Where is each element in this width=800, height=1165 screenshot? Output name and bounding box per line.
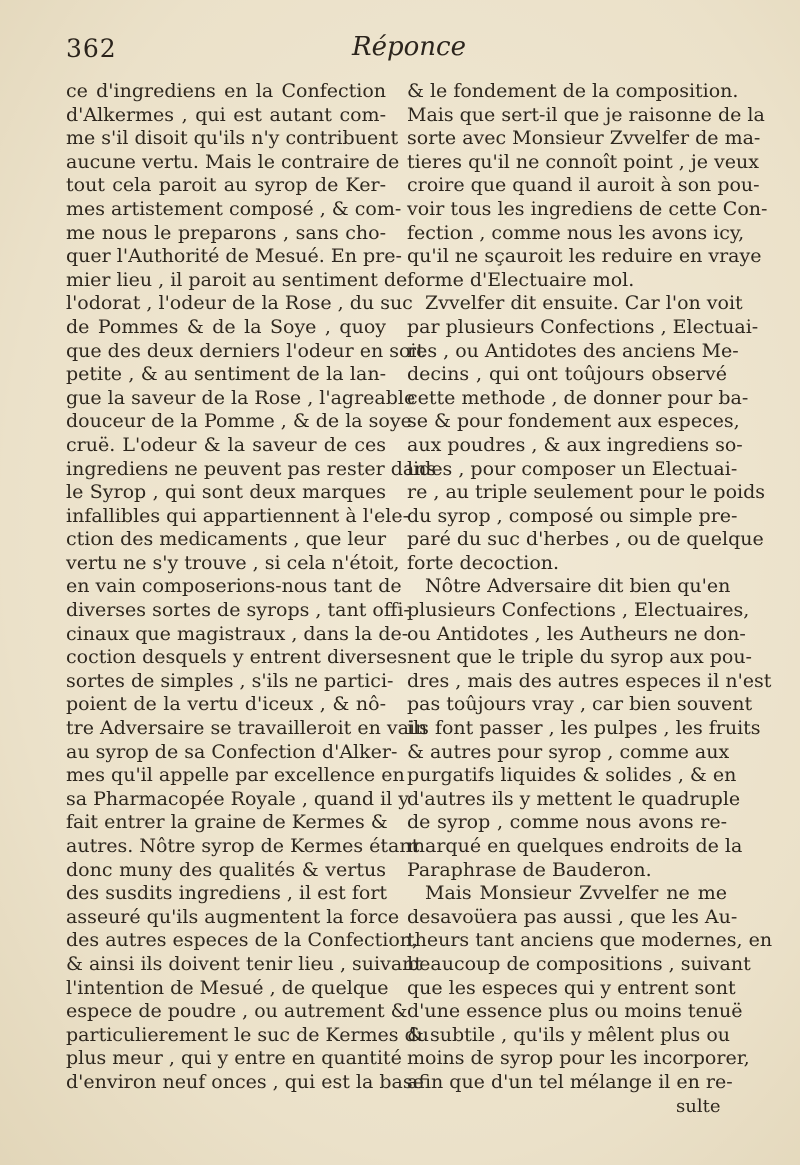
text-line: douceur de la Pomme , & de la soye (66, 410, 412, 433)
text-line: forme d'Electuaire mol. (407, 268, 635, 291)
text-line: sa Pharmacopée Royale , quand il y (66, 787, 410, 810)
text-line: donc muny des qualités & vertus (66, 858, 386, 881)
text-line: mier lieu , il paroit au sentiment de (66, 268, 408, 291)
text-line: d'environ neuf onces , qui est la base (66, 1070, 424, 1093)
text-line: res , ou Antidotes des anciens Me- (407, 339, 739, 362)
page-header (0, 30, 800, 74)
text-line: que les especes qui y entrent sont (407, 976, 736, 999)
text-line: me nous le preparons , sans cho- (66, 221, 386, 244)
text-line: tieres qu'il ne connoît point , je veux (407, 150, 759, 173)
text-line: nent que le triple du syrop aux pou- (407, 646, 752, 669)
text-line: de Pommes & de la Soye , quoy (66, 315, 386, 338)
text-line: d'une essence plus ou moins tenuë (407, 1000, 743, 1023)
text-line: autres. Nôtre syrop de Kermes étant (66, 835, 420, 857)
text-line: pas toûjours vray , car bien souvent (407, 693, 753, 716)
text-line: Nôtre Adversaire dit bien qu'en (425, 575, 731, 598)
text-line: se & pour fondement aux especes, (407, 410, 740, 433)
text-line: tre Adversaire se travailleroit en vain (66, 717, 428, 740)
text-line: mes qu'il appelle par excellence en (66, 764, 405, 787)
text-line: des susdits ingrediens , il est fort (66, 882, 388, 905)
text-line: d'Alkermes , qui est autant com- (66, 103, 386, 126)
text-line: moins de syrop pour les incorporer, (407, 1047, 750, 1070)
text-line: Mais que sert-il que je raisonne de la (407, 103, 765, 126)
text-line: re , au triple seulement pour le poids (407, 481, 766, 504)
text-line: ou Antidotes , les Autheurs ne don- (407, 622, 746, 645)
text-line: sortes de simples , s'ils ne partici- (66, 669, 394, 692)
text-line: Zvvelfer dit ensuite. Car l'on voit (425, 292, 743, 315)
text-line: dres , mais des autres especes il n'est (407, 669, 772, 692)
text-line: mes artistement composé , & com- (66, 197, 402, 220)
text-line: ils font passer , les pulpes , les fruits (407, 717, 761, 740)
text-line: ingrediens ne peuvent pas rester dans (66, 457, 437, 480)
text-line: & le fondement de la composition. (407, 80, 739, 102)
right-text-column (407, 80, 773, 1095)
text-line: cinaux que magistraux , dans la de- (66, 622, 409, 645)
text-line: sorte avec Monsieur Zvvelfer de ma- (407, 127, 761, 150)
text-line: aucune vertu. Mais le contraire de (66, 150, 400, 173)
left-text-column (66, 80, 437, 1095)
running-head: Réponce (352, 32, 466, 62)
text-line: particulierement le suc de Kermes du (66, 1023, 429, 1046)
text-line: fait entrer la graine de Kermes & (66, 811, 388, 834)
text-line: l'intention de Mesué , de quelque (66, 976, 389, 999)
text-line: diverses sortes de syrops , tant offi- (66, 599, 410, 622)
text-line: l'odorat , l'odeur de la Rose , du suc (66, 292, 413, 315)
text-line: plusieurs Confections , Electuaires, (407, 599, 750, 622)
catchword: sulte (676, 1096, 721, 1117)
text-line: tout cela paroit au syrop de Ker- (66, 174, 386, 197)
text-line: plus meur , qui y entre en quantité (66, 1047, 402, 1070)
page-number: 362 (66, 34, 117, 63)
text-line: gue la saveur de la Rose , l'agreable (66, 386, 416, 409)
text-line: Paraphrase de Bauderon. (407, 858, 652, 881)
text-line: forte decoction. (407, 551, 560, 574)
text-line: lides , pour composer un Electuai- (407, 457, 738, 480)
text-line: me s'il disoit qu'ils n'y contribuent (66, 127, 399, 150)
text-line: cruë. L'odeur & la saveur de ces (66, 433, 386, 456)
text-line: aux poudres , & aux ingrediens so- (407, 433, 743, 456)
text-line: par plusieurs Confections , Electuai- (407, 315, 759, 338)
text-line: afin que d'un tel mélange il en re- (407, 1070, 733, 1093)
text-line: voir tous les ingrediens de cette Con- (407, 197, 768, 220)
text-line: paré du suc d'herbes , ou de quelque (407, 528, 764, 551)
text-line: beaucoup de compositions , suivant (407, 952, 751, 975)
text-line: en vain composerions-nous tant de (66, 575, 402, 598)
text-line: croire que quand il auroit à son pou- (407, 174, 760, 197)
text-line: des autres especes de la Confection, (66, 929, 419, 952)
text-line: & subtile , qu'ils y mêlent plus ou (407, 1023, 731, 1046)
text-line: qu'il ne sçauroit les reduire en vraye (407, 245, 762, 268)
text-line: asseuré qu'ils augmentent la force (66, 905, 400, 928)
text-line: vertu ne s'y trouve , si cela n'étoit, (66, 551, 400, 574)
text-line: le Syrop , qui sont deux marques (66, 481, 386, 504)
text-line: poient de la vertu d'iceux , & nô- (66, 693, 386, 716)
text-line: Mais Monsieur Zvvelfer ne me (425, 882, 727, 905)
text-line: au syrop de sa Confection d'Alker- (66, 740, 398, 763)
text-line: & ainsi ils doivent tenir lieu , suivant (66, 952, 423, 975)
text-line: du syrop , composé ou simple pre- (407, 504, 738, 527)
text-line: marqué en quelques endroits de la (407, 835, 743, 857)
text-line: que des deux derniers l'odeur en soit (66, 339, 425, 362)
text-line: theurs tant anciens que modernes, en (407, 929, 773, 952)
text-line: quer l'Authorité de Mesué. En pre- (66, 245, 402, 268)
text-line: coction desquels y entrent diverses (66, 646, 407, 669)
text-line: desavoüera pas aussi , que les Au- (407, 905, 738, 928)
text-line: petite , & au sentiment de la lan- (66, 363, 386, 386)
text-line: cette methode , de donner pour ba- (407, 386, 749, 409)
text-line: ction des medicaments , que leur (66, 528, 387, 551)
text-line: infallibles qui appartiennent à l'ele- (66, 504, 409, 527)
text-line: decins , qui ont toûjours observé (407, 363, 727, 386)
text-line: ce d'ingrediens en la Confection (66, 80, 386, 102)
text-line: & autres pour syrop , comme aux (407, 740, 730, 763)
text-line: de syrop , comme nous avons re- (407, 811, 727, 834)
text-line: purgatifs liquides & solides , & en (407, 764, 737, 787)
text-line: d'autres ils y mettent le quadruple (407, 787, 741, 810)
text-line: fection , comme nous les avons icy, (407, 221, 745, 244)
text-line: espece de poudre , ou autrement & (66, 1000, 408, 1023)
